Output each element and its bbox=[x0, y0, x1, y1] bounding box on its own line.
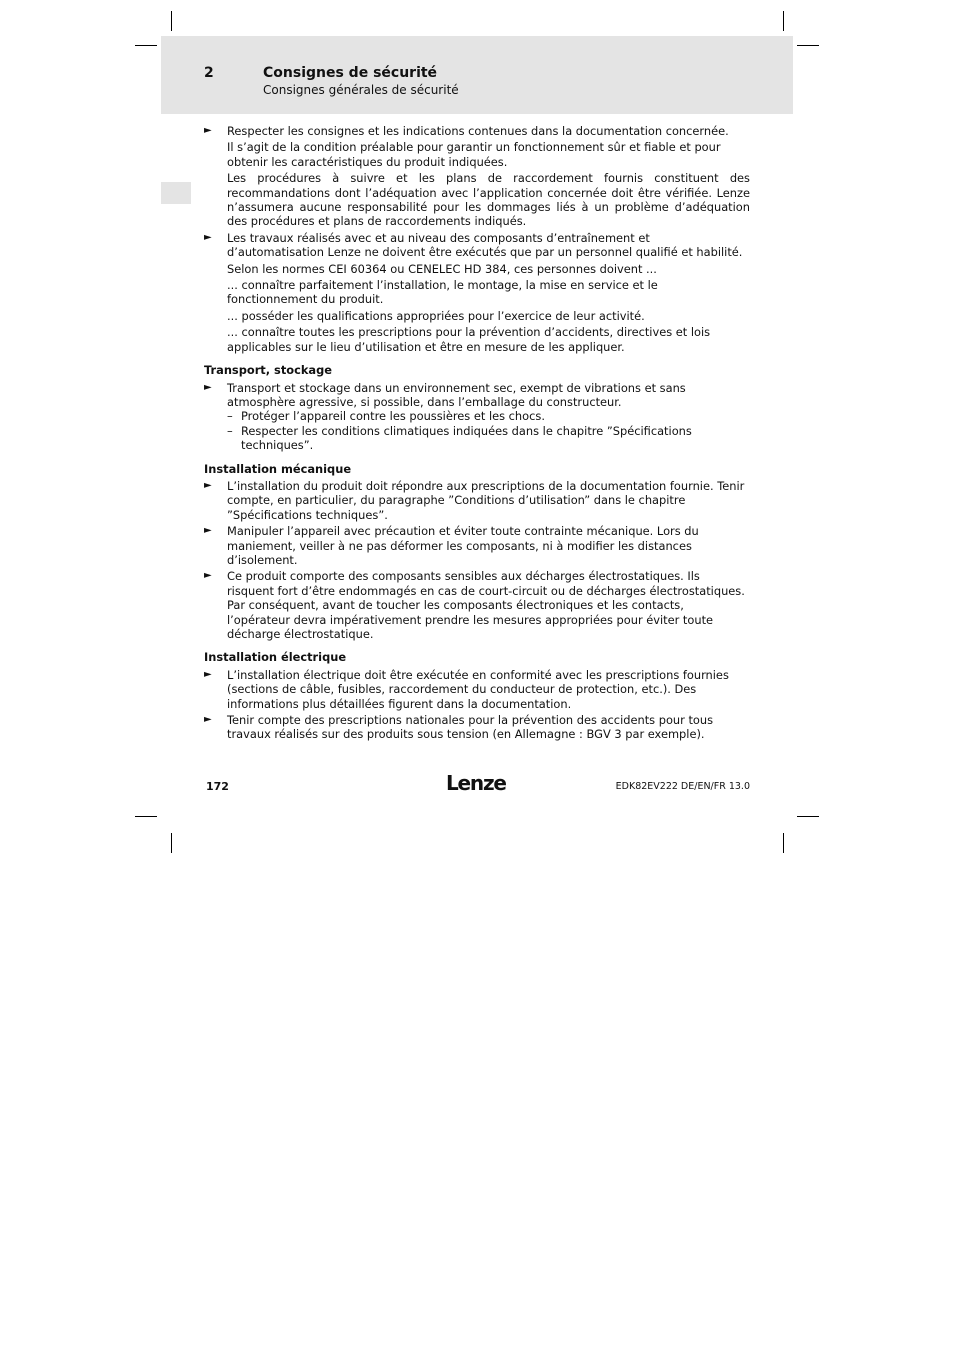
item-text: Les procédures à suivre et les plans de raccordement fournis constituent des recommandations dont l’adéquation avec l’application concernée doit être vérifiée. Lenze n’assumera aucune responsabilité pour les dommages liés à un problème d’adéquation des procédures et plans de raccordements indiqués. bbox=[227, 171, 750, 229]
list-item bbox=[204, 479, 750, 522]
bullet-arrow-icon: ► bbox=[204, 381, 212, 393]
bullet-arrow-icon: ► bbox=[204, 525, 212, 537]
item-text: ... posséder les qualifications appropriées pour l’exercice de leur activité. bbox=[227, 308, 645, 323]
item-text: Ce produit comporte des composants sensibles aux décharges électrostatiques. Ils risquent fort d’être endommagés en cas de court-circuit ou de décharges électrostatiques. Par conséquent, avant de toucher les composants électroniques et les contacts, l’opérateur devra impérativement prendre les mesures appropriées pour éviter toute décharge électrostatique. bbox=[227, 569, 745, 641]
list-item bbox=[204, 524, 750, 567]
side-tab-marker bbox=[161, 182, 191, 204]
sub-item bbox=[227, 424, 750, 453]
item-text: ... connaître toutes les prescriptions pour la prévention d’accidents, directives et lois applicables sur le lieu d’utilisation et être en mesure de les appliquer. bbox=[227, 325, 711, 354]
list-item bbox=[204, 381, 750, 453]
bullet-arrow-icon: ► bbox=[204, 714, 212, 726]
crop-mark bbox=[797, 45, 819, 46]
item-text: Respecter les consignes et les indications contenues dans la documentation concernée. bbox=[227, 124, 729, 138]
chapter-title: Consignes de sécurité bbox=[263, 65, 438, 81]
list-item bbox=[204, 231, 750, 354]
item-text: Transport et stockage dans un environnement sec, exempt de vibrations et sans atmosphère agressive, si possible, dans l’emballage du constructeur. bbox=[227, 380, 686, 409]
section-heading-mechanical: Installation mécanique bbox=[204, 461, 352, 476]
lenze-logo: Lenze bbox=[446, 771, 506, 795]
dash-icon: – bbox=[227, 409, 233, 424]
crop-mark bbox=[797, 816, 819, 817]
list-item bbox=[204, 713, 750, 742]
item-text: L’installation électrique doit être exécutée en conformité avec les prescriptions fournies (sections de câble, fusibles, raccordement du conducteur de protection, etc.). Des informations plus détaillées figurent dans la documentation. bbox=[227, 667, 729, 711]
item-text: Tenir compte des prescriptions nationales pour la prévention des accidents pour tous travaux réalisés sur des produits sous tension (en Allemagne : BGV 3 par exemple). bbox=[227, 713, 714, 742]
sub-item bbox=[227, 409, 750, 423]
chapter-header bbox=[161, 36, 793, 114]
bullet-arrow-icon: ► bbox=[204, 570, 212, 582]
item-text: ... connaître parfaitement l’installation, le montage, la mise en service et le fonctionnement du produit. bbox=[227, 278, 658, 307]
crop-mark bbox=[783, 11, 784, 31]
sub-item-text: Respecter les conditions climatiques indiquées dans le chapitre ”Spécifications techniques”. bbox=[241, 423, 692, 453]
document-id: EDK82EV222 DE/EN/FR 13.0 bbox=[615, 781, 750, 792]
section-heading-electrical: Installation électrique bbox=[204, 650, 347, 665]
bullet-arrow-icon: ► bbox=[204, 668, 212, 680]
chapter-subtitle: Consignes générales de sécurité bbox=[263, 83, 459, 97]
sub-item-text: Protéger l’appareil contre les poussières et les chocs. bbox=[241, 409, 545, 424]
dash-icon: – bbox=[227, 423, 233, 438]
bullet-arrow-icon: ► bbox=[204, 231, 212, 243]
crop-mark bbox=[135, 45, 157, 46]
section-heading-transport: Transport, stockage bbox=[204, 363, 332, 378]
crop-mark bbox=[171, 833, 172, 853]
item-text: Les travaux réalisés avec et au niveau des composants d’entraînement et d’automatisation Lenze ne doivent être exécutés que par un personnel qualifié et habilité. bbox=[227, 230, 743, 260]
list-item bbox=[204, 569, 750, 641]
bullet-arrow-icon: ► bbox=[204, 479, 212, 491]
chapter-number: 2 bbox=[204, 65, 214, 81]
item-text: L’installation du produit doit répondre aux prescriptions de la documentation fournie. Tenir compte, en particulier, du paragraphe ”Conditions d’utilisation” dans le chapitre ”Spécifications techniques”. bbox=[227, 478, 745, 522]
crop-mark bbox=[135, 816, 157, 817]
list-item bbox=[204, 124, 750, 229]
item-text: Il s’agit de la condition préalable pour garantir un fonctionnement sûr et fiable et pour obtenir les caractéristiques du produit indiquées. bbox=[227, 140, 721, 169]
page-number: 172 bbox=[206, 780, 229, 793]
list-item bbox=[204, 668, 750, 711]
crop-mark bbox=[171, 11, 172, 31]
page-content bbox=[204, 124, 750, 744]
bullet-arrow-icon: ► bbox=[204, 125, 212, 136]
item-text: Selon les normes CEI 60364 ou CENELEC HD 384, ces personnes doivent ... bbox=[227, 261, 657, 276]
crop-mark bbox=[783, 833, 784, 853]
item-text: Manipuler l’appareil avec précaution et éviter toute contrainte mécanique. Lors du maniement, veiller à ne pas déformer les composants, ni à modifier les distances d’isolement. bbox=[227, 524, 699, 567]
